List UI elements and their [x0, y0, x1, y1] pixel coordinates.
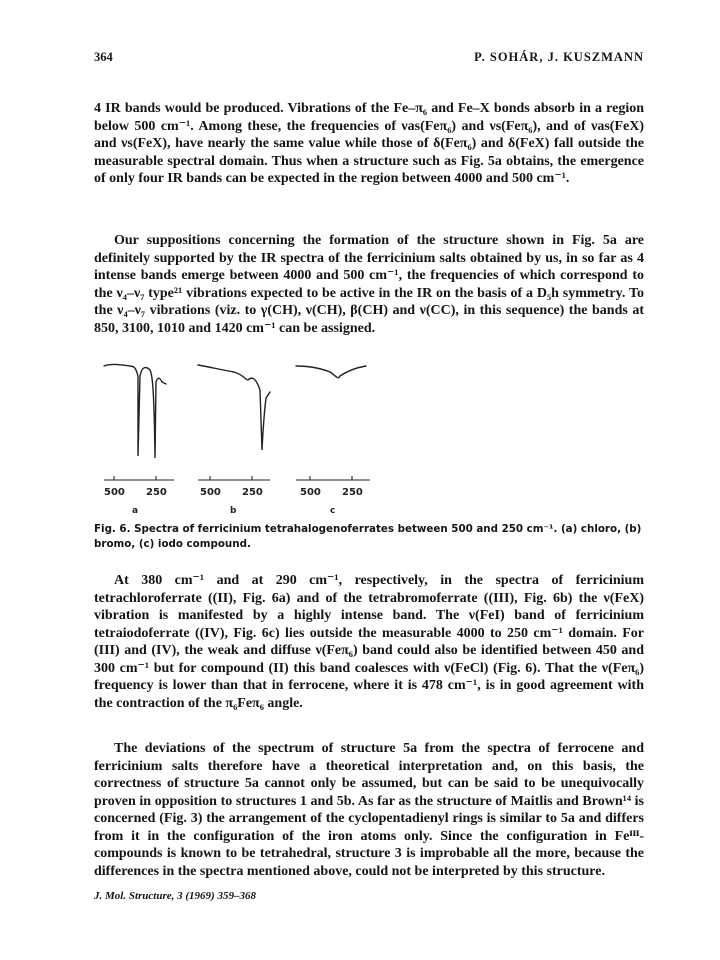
figure-6 [94, 352, 644, 562]
spectrum-trace-a [104, 364, 166, 458]
tick-label-c-500: 500 [300, 487, 321, 498]
figure-caption: Fig. 6. Spectra of ferricinium tetrahalogenoferrates between 500 and 250 cm⁻¹. (a) chloro, (b) bromo, (c) iodo compound. [94, 523, 642, 550]
tick-label-a-500: 500 [104, 487, 125, 498]
paragraph-1: 4 IR bands would be produced. Vibrations of the Fe–π₆ and Fe–X bonds absorb in a region below 500 cm⁻¹. Among these, the frequencies of νas(Feπ₆) and νs(Feπ₆), and of νas(FeX) and νs(FeX), have nearly the same value while those of δ(Feπ₆) and δ(FeX) fall outside the measurable spectral domain. Thus when a structure such as Fig. 5a obtains, the emergence of only four IR bands can be expected in the region between 4000 and 500 cm⁻¹. [94, 101, 644, 186]
spectrum-trace-c [296, 366, 366, 378]
running-head: P. SOHÁR, J. KUSZMANN [474, 50, 644, 64]
journal-citation-footer: J. Mol. Structure, 3 (1969) 359–368 [94, 890, 256, 902]
tick-label-a-250: 250 [146, 487, 167, 498]
page-header [94, 50, 644, 70]
spectrum-trace-b [198, 365, 270, 450]
tick-label-b-250: 250 [242, 487, 263, 498]
ir-spectra-plot [94, 352, 644, 522]
paragraph-4: The deviations of the spectrum of structure 5a from the spectra of ferrocene and ferricinium salts therefore have a theoretical interpretation and, on this basis, the correctness of structure 5a cannot only be assumed, but can be said to be unequivocally proven in opposition to structures 1 and 5b. As far as the structure of Maitlis and Brown¹⁴ is concerned (Fig. 3) the arrangement of the cyclopentadienyl rings is similar to 5a and differs from it in the configuration of the iron atoms only. Since the configuration in Feᴵᴵᴵ-compounds is known to be tetrahedral, structure 3 is improbable all the more, because the differences in the spectra mentioned above, could not be interpreted by this structure. [94, 741, 644, 879]
paragraph-3: At 380 cm⁻¹ and at 290 cm⁻¹, respectively, in the spectra of ferricinium tetrachloroferrate ((II), Fig. 6a) and of the tetrabromoferrate ((III), Fig. 6b) the ν(FeX) vibration is manifested by a highly intense band. The ν(FeI) band of ferricinium tetraiodoferrate ((IV), Fig. 6c) lies outside the measurable 4000 to 250 cm⁻¹ domain. For (III) and (IV), the weak and diffuse ν(Feπ₆) band could also be identified between 450 and 300 cm⁻¹ but for compound (II) this band coalesces with ν(FeCl) (Fig. 6). That the ν(Feπ₆) frequency is lower than that in ferrocene, where it is 478 cm⁻¹, is in good agreement with the contraction of the π₆Feπ₆ angle. [94, 573, 644, 711]
tick-label-c-250: 250 [342, 487, 363, 498]
panel-label-a: a [132, 506, 139, 516]
panel-label-c: c [330, 506, 336, 516]
panel-label-b: b [230, 506, 237, 516]
page-number: 364 [94, 50, 113, 64]
paragraph-2: Our suppositions concerning the formation of the structure shown in Fig. 5a are definitely supported by the IR spectra of the ferricinium salts obtained by us, in so far as 4 intense bands emerge between 4000 and 500 cm⁻¹, the frequencies of which correspond to the ν₄–ν₇ type²¹ vibrations expected to be active in the IR on the basis of a D₅h symmetry. To the ν₄–ν₇ vibrations (viz. to γ(CH), ν(CH), β(CH) and ν(CC), in this sequence) the bands at 850, 3100, 1010 and 1420 cm⁻¹ can be assigned. [94, 233, 644, 336]
tick-label-b-500: 500 [200, 487, 221, 498]
